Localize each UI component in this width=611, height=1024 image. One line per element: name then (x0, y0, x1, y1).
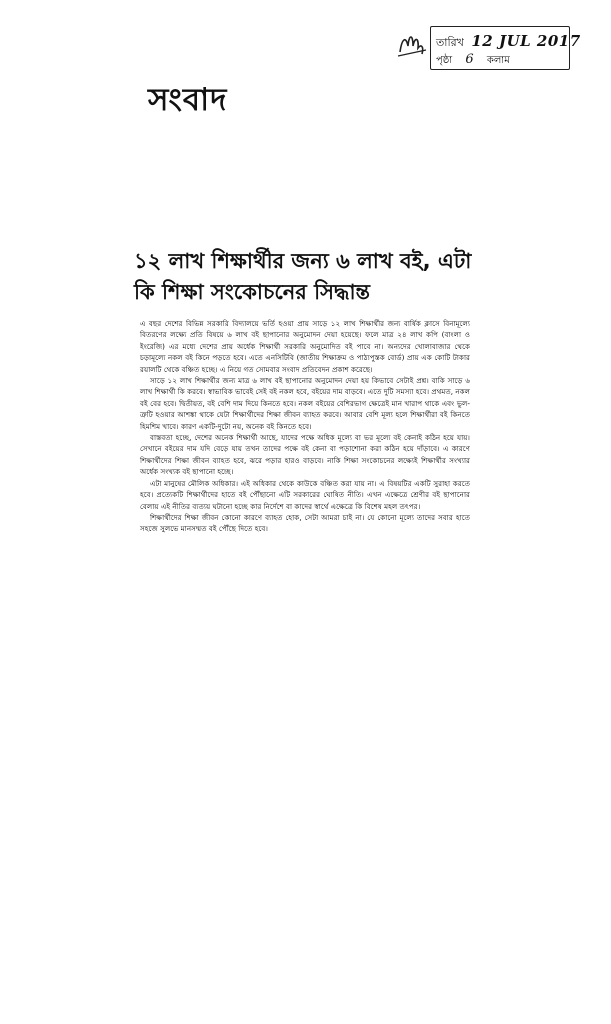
stamp-date-value: 12 JUL 2017 (471, 32, 581, 50)
clipping-stamp (396, 22, 581, 74)
stamp-page-value: 6 (465, 52, 474, 67)
article-paragraph: এটা মানুষের মৌলিক অধিকার। এই অধিকার থেকে কাউকে বঞ্চিত করা যায় না। এ বিষয়টির একটি সুরাহা করতে হবে। প্রত্যেকটি শিক্ষার্থীদের হাতে বই পৌঁছানো এটি সরকারের ঘোষিত নীতি। এখন এক্ষেত্রে শ্রেণীর বই ছাপানোর বেলায় এই নীতির ব্যত্যয় ঘটানো হচ্ছে কার নির্দেশে বা কাদের স্বার্থে এক্ষেত্রে কি বিশেষ মহল তৎপর। (140, 478, 470, 511)
article-paragraph: সাড়ে ১২ লাখ শিক্ষার্থীর জন্য মাত্র ৬ লাখ বই ছাপানোর অনুমোদন দেয়া হয় কিভাবে সেটাই প্রশ্ন। বাকি সাড়ে ৬ লাখ শিক্ষার্থী কি করবে। স্বাভাবিক ভাবেই সেই বই নকল হবে, বইয়ের দাম বাড়বে। এতে দুটি সমস্যা হবে। প্রথমত, নকল বই বের হবে। দ্বিতীয়ত, বই বেশি দাম দিয়ে কিনতে হবে। নকল বইয়ের বেশিরভাগ ক্ষেত্রেই মান খারাপ থাকে এবং ভুল-ত্রুটি হওয়ার আশঙ্কা থাকে যেটা শিক্ষার্থীদের শিক্ষা জীবন ব্যাহত করবে। আবার বেশি মূল্য হলে শিক্ষার্থীরা বই কিনতে হিমশিম খাবে। কারণ একটি-দুটো নয়, অনেক বই কিনতে হবে। (140, 376, 470, 431)
article-paragraph: এ বছর দেশের বিভিন্ন সরকারি বিদ্যালয়ে ভর্তি হওয়া প্রায় সাড়ে ১২ লাখ শিক্ষার্থীর জন্য বার্ষিক ক্লাসে বিনামূল্যে বিতরণের লক্ষ্যে প্রতি বিষয়ে ৬ লাখ বই ছাপানোর অনুমোদন দেয়া হয়েছে। ফলে মাত্র ২৪ লাখ কপি (বাংলা ও ইংরেজি) এর মধ্যে দেশের প্রায় অর্ধেক শিক্ষার্থী সরকারি অনুমোদিত বই পাবে না। অন্যদের খোলাবাজার থেকে চড়ামূল্যে নকল বই কিনে পড়তে হবে। এতে এনসিটিবি (জাতীয় শিক্ষাক্রম ও পাঠ্যপুস্তক বোর্ড) প্রায় এক কোটি টাকার রয়ালটি থেকে বঞ্চিত হচ্ছে। এ নিয়ে গত সোমবার সংবাদ প্রতিবেদন প্রকাশ করেছে। (140, 319, 470, 374)
stamp-page-label: পৃষ্ঠা (436, 55, 453, 66)
article-paragraph: বাস্তবতা হচ্ছে, দেশের অনেক শিক্ষার্থী আছে, যাদের পক্ষে অধিক মূল্যে বা ভর মূল্যে বই কেনাই কঠিন হয়ে যায়। সেখানে বইয়ের দাম যদি বেড়ে যায় তখন তাদের পক্ষে বই কেনা বা পড়াশোনা করা কঠিন হয়ে দাঁড়াবে। এ কারণে শিক্ষার্থীদের শিক্ষা জীবন ব্যাহত হবে, ঝরে পড়ার হারও বাড়বে। নাকি শিক্ষা সংকোচনের লক্ষ্যেই শিক্ষার্থীর সংখ্যার অর্ধেক সংখ্যক বই ছাপানো হচ্ছে। (140, 433, 470, 477)
stamp-date-label: তারিখ (436, 36, 464, 49)
stamp-page-row (436, 52, 510, 70)
stamp-date-row (436, 32, 581, 53)
article-paragraph: শিক্ষার্থীদের শিক্ষা জীবন কোনো কারণে ব্যাহত হোক, সেটা আমরা চাই না। যে কোনো মূল্যে তাদের সবার হাতে সহজে সুলভে মানসম্মত বই পৌঁছে দিতে হবে। (140, 512, 470, 534)
stamp-column-label: কলাম (486, 55, 510, 66)
article-headline: ১২ লাখ শিক্ষার্থীর জন্য ৬ লাখ বই, এটা কি শিক্ষা সংকোচনের সিদ্ধান্ত (134, 249, 472, 304)
hand-signature-icon (396, 26, 430, 60)
article-body (140, 318, 470, 535)
newspaper-masthead: সংবাদ (148, 82, 228, 118)
